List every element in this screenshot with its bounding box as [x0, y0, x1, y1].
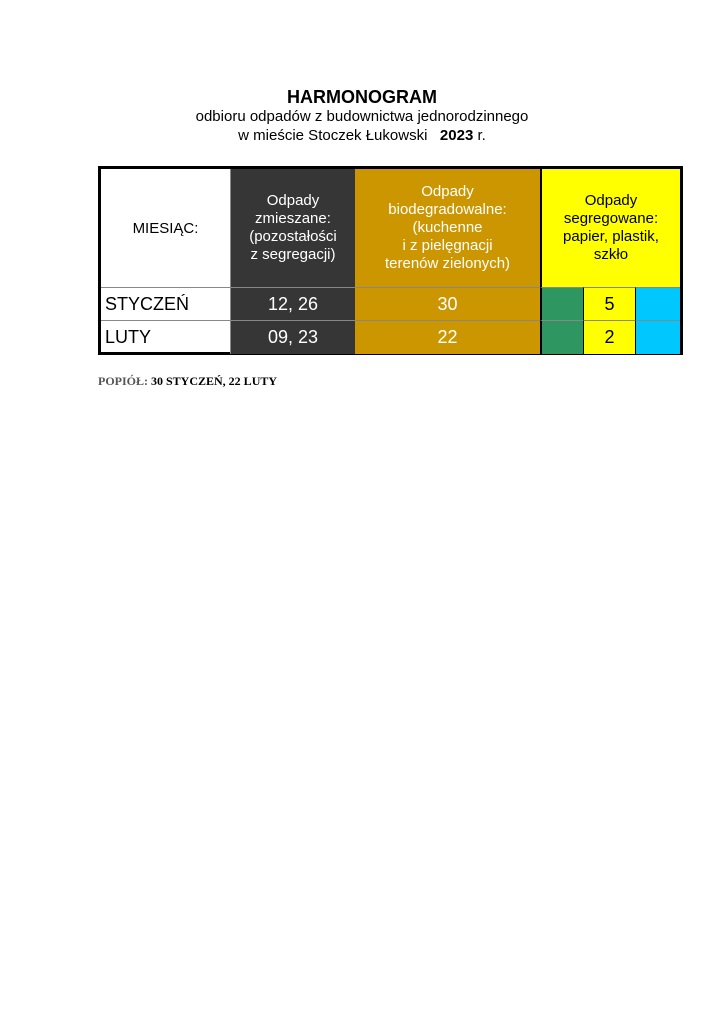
- glass-color-cell: [540, 320, 583, 354]
- column-header-bio: Odpady biodegradowalne: (kuchenne i z pielęgnacji terenów zielonych): [355, 169, 540, 287]
- table-row-month: STYCZEŃ: [101, 287, 231, 321]
- note-label: POPIÓŁ:: [98, 374, 148, 388]
- table-cell-segregated: 2: [583, 320, 636, 354]
- table-cell-bio: 30: [355, 287, 540, 321]
- table-cell-bio: 22: [355, 320, 540, 354]
- year: 2023: [439, 127, 474, 144]
- table-row-month: LUTY: [101, 320, 231, 354]
- page-title: HARMONOGRAM: [287, 87, 437, 107]
- table-cell-mixed: 09, 23: [231, 320, 355, 354]
- year-suffix: r.: [477, 127, 486, 144]
- schedule-table: [98, 166, 683, 355]
- page-subtitle: odbioru odpadów z budownictwa jednorodzinnego: [195, 108, 529, 125]
- glass-color-cell: [540, 287, 583, 321]
- table-cell-mixed: 12, 26: [231, 287, 355, 321]
- location-text: w mieście Stoczek Łukowski: [238, 127, 428, 144]
- plastic-color-cell: [636, 287, 680, 321]
- column-header-month: MIESIĄC:: [101, 169, 231, 287]
- ash-collection-note: [98, 374, 277, 389]
- column-header-segregated: Odpady segregowane: papier, plastik, szkło: [540, 169, 680, 287]
- table-cell-segregated: 5: [583, 287, 636, 321]
- column-header-mixed: Odpady zmieszane: (pozostałości z segregacji): [231, 169, 355, 287]
- document-header: [0, 86, 724, 145]
- note-text: 30 STYCZEŃ, 22 LUTY: [151, 374, 278, 388]
- location-line: [0, 126, 724, 145]
- plastic-color-cell: [636, 320, 680, 354]
